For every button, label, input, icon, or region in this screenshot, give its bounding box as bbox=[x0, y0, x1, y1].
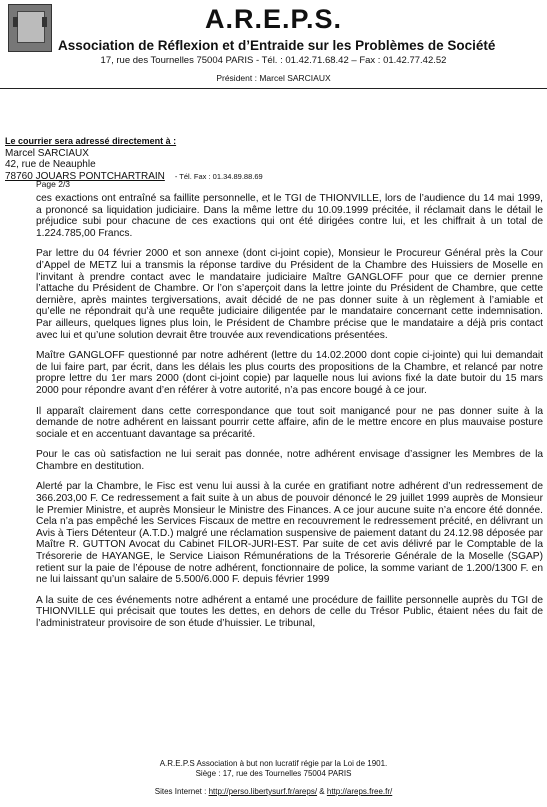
footer-line1: A.R.E.P.S Association à but non lucratif régie par la Loi de 1901. bbox=[159, 759, 388, 768]
sites-label: Sites Internet : bbox=[154, 787, 207, 796]
header-divider bbox=[0, 88, 547, 89]
site-separator: & bbox=[319, 787, 325, 796]
paragraph: Il apparaît clairement dans cette correspondance que tout soit manigancé pour ne pas donner suite à la demande de notre adhérent en laissant pourrir cette affaire, afin de le mettre encore en plus mauvaise posture sociale et en accentuant davantage sa précarité. bbox=[36, 405, 543, 440]
org-short-title: A.R.E.P.S. bbox=[204, 4, 343, 34]
site-link-1[interactable]: http://perso.libertysurf.fr/areps/ bbox=[208, 787, 318, 796]
footer-links bbox=[0, 787, 547, 797]
org-address: 17, rue des Tournelles 75004 PARIS - Tél. : 01.42.71.68.42 – Fax : 01.42.77.42.52 bbox=[100, 55, 447, 66]
paragraph: Maître GANGLOFF questionné par notre adhérent (lettre du 14.02.2000 dont copie ci-jointe) qui lui demandait de lui faire part, par écrit, dans les délais les plus courts des propositions de la Chambre, et relancé par notre propre lettre du 1er mars 2000 (dont ci-joint copie) par laquelle nous lui avions fixé la date butoir du 15 mars 2000 pour répondre avant d’en référer à votre autorité, n’a pas encore bougé à ce jour. bbox=[36, 350, 543, 396]
mailing-name: Marcel SARCIAUX bbox=[5, 147, 89, 159]
paragraph: ces exactions ont entraîné sa faillite personnelle, et le TGI de THIONVILLE, lors de l’audience du 14 mai 1999, a prononcé sa liquidation judiciaire. Dans la même lettre du 10.09.1999 précitée, il réclamait dans le détail le préjudice subi pour chacune de ces exactions qui ont été dirigées contre lui, et les chiffrait à un total de 1.224.785,00 Francs. bbox=[36, 193, 543, 239]
mailing-address-block bbox=[5, 136, 263, 182]
mailing-tel: - Tél. Fax : 01.34.89.88.69 bbox=[174, 171, 263, 181]
paragraph: Pour le cas où satisfaction ne lui serait pas donnée, notre adhérent envisage d’assigner les Membres de la Chambre en destitution. bbox=[36, 449, 543, 472]
paragraph: A la suite de ces événements notre adhérent a entamé une procédure de faillite personnelle auprès du TGI de THIONVILLE qui précisait que toutes les dettes, en dehors de celle du Trésor Public, étaient nées du fait de l’administrateur provisoire de son étude d’huissier. Le tribunal, bbox=[36, 594, 543, 629]
org-full-name: Association de Réflexion et d’Entraide sur les Problèmes de Société bbox=[58, 38, 496, 53]
paragraph: Alerté par la Chambre, le Fisc est venu lui aussi à la curée en gratifiant notre adhérent d’un redressement de 366.203,00 F. Ce redressement a fait suite à un abus de pouvoir dénoncé le 29 juillet 1999 auprès de Monsieur le Premier Ministre, et auprès Monsieur le Ministre des Finances. A ce jour aucune suite n’a encore été donnée. Cela n’a pas empêché les Services Fiscaux de mettre en recouvrement le redressement précité, en délivrant un Avis à Tiers Détenteur (A.T.D.) malgré une réclamation suspensive de paiement datant du 24.12.98 déposée par Maître R. GUTTON Avocat du Cabinet FILOR-JURI-EST. Par suite de cet avis délivré par le Comptable de la Trésorerie de HAYANGE, le Service Liaison Rémunérations de la Trésorerie Générale de la Moselle (SGAP) retient sur la paie de l’épouse de notre adhérent, fonctionnaire de police, la somme variant de 1.200/1300 F. en ne lui laissant qu’un salaire de 5.500/6.000 F. depuis février 1999 bbox=[36, 481, 543, 586]
mailing-street: 42, rue de Neauphle bbox=[5, 159, 96, 170]
paragraph: Par lettre du 04 février 2000 et son annexe (dont ci-joint copie), Monsieur le Procureur Général près la Cour d’Appel de METZ lui a transmis la réponse tardive du Président de la Chambre des Huissiers de Moselle en l’invitant à prendre contact avec le mandataire judiciaire Maître GANGLOFF pour que ce dernier prenne l’attache du Président de Chambre. Or l’on s’aperçoit dans la lettre jointe du Président de Chambre, que cette dernière, après maintes tergiversations, avait décidé de ne pas donner suite à un règlement à l’amiable et qu’elle ne répondrait qu’à une requête judiciaire diligentée par le mandataire concernant cette indemnisation. Par ailleurs, quelques lignes plus loin, le Président de Chambre précise que le mandataire a déjà pris contact avec lui et qu’une solution devrait être trouvée aux revendications présentées. bbox=[36, 248, 543, 341]
footer-line2: Siège : 17, rue des Tournelles 75004 PARIS bbox=[195, 769, 352, 778]
mailing-intro: Le courrier sera adressé directement à : bbox=[5, 136, 177, 146]
letter-body bbox=[36, 193, 543, 639]
site-link-2[interactable]: http://areps.free.fr/ bbox=[326, 787, 393, 796]
mailing-city: 78760 JOUARS PONTCHARTRAIN bbox=[5, 170, 165, 182]
page-number: Page 2/3 bbox=[36, 179, 71, 189]
footer bbox=[0, 759, 547, 797]
president-line: Président : Marcel SARCIAUX bbox=[216, 73, 331, 83]
